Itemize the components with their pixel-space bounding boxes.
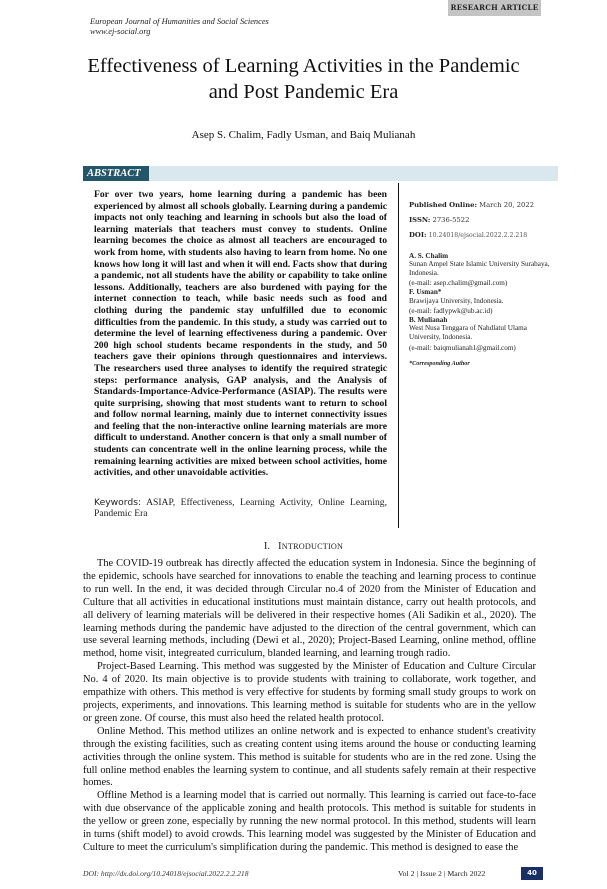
journal-url[interactable]: www.ej-social.org bbox=[90, 27, 151, 36]
abstract-label: ABSTRACT bbox=[83, 166, 149, 181]
section-heading-introduction bbox=[60, 540, 547, 553]
abstract-paragraph: For over two years, home learning during a pandemic has been experienced by almost all schools globally. Learning during a pandemic impacts not only teaching and learning in schools but also the load of learning materials that teachers must convey to students. Online learning becomes the choice as almost all teachers are encouraged to work from home, with students also having to learn from home. No one knows how long it will last and when it will end. Facts show that during a pandemic, not all students have the ability or capability to take online lessons. Additionally, teachers are also burdened with paying for the internet connection to teach, while basic needs such as food and clothing during the pandemic stay unfulfilled due to economic difficulties from the pandemic. In this study, a study was carried out to determine the level of learning effectiveness during a pandemic. Over 200 high school students became respondents in the study, and 50 teachers gave their opinions through questionnaires and interviews. The researchers used three analyses to identify the required strategic steps: performance analysis, GAP analysis, and the Analysis of Standards-Importance-Advice-Performance (ASIAP). The results were quite surprising, showing that most students want to return to school and follow normal learning, mainly due to internet connectivity issues and feeling that the non-interactive online learning materials are more difficult to understand. Another concern is that only a small number of students can concentrate well in the online learning process, while the remaining learning activities are mixed between school activities, home activities, and other unavoidable activities. bbox=[94, 189, 387, 479]
body-paragraph: Project-Based Learning. This method was suggested by the Minister of Education and Culture Circular No. 4 of 2020. Its main objective is to provide students with training to collaborate, work together, and empathize with others. This method is very effective for students by forming small study groups to work on projects, experiments, and innovations. This learning method is suitable for students who are in the yellow or green zone. Of course, this must also heed the related health protocol. bbox=[83, 661, 536, 724]
introduction-body bbox=[83, 558, 536, 855]
page-footer bbox=[0, 867, 607, 881]
title-line-1: Effectiveness of Learning Activities in the Pandemic bbox=[87, 55, 520, 77]
footer-doi[interactable]: DOI: http://dx.doi.org/10.24018/ejsocial.2022.2.2.218 bbox=[83, 868, 249, 878]
author-name: B. Mulianah bbox=[409, 315, 448, 324]
published-date: Published Online: March 20, 2022 bbox=[409, 201, 535, 209]
journal-header bbox=[90, 17, 269, 37]
author-email[interactable]: (e-mail: asep.chalim@gmail.com) bbox=[409, 279, 508, 288]
keywords-list: ASIAP, Effectiveness, Learning Activity, Online Learning, Pandemic Era bbox=[94, 496, 387, 520]
keywords-label: Keywords: bbox=[94, 496, 142, 508]
journal-name: European Journal of Humanities and Social Sciences bbox=[90, 17, 269, 26]
body-paragraph: Online Method. This method utilizes an online network and is expected to enhance student's creativity through the existing facilities, such as creating content using items around the house or conducting learning activities through the online system. This method is suitable for students who are in the red zone. Using the full online method enables the learning system to continue, and all students safely remain at their respective homes. bbox=[83, 725, 536, 789]
author-name: A. S. Chalim bbox=[409, 251, 449, 260]
article-type-badge: RESEARCH ARTICLE bbox=[448, 0, 541, 16]
author-affiliation: West Nusa Tenggara of Nahdlatul Ulama University, Indonesia. bbox=[409, 324, 527, 342]
corresponding-author-note: *Corresponding Author bbox=[409, 360, 470, 368]
author-list: Asep S. Chalim, Fadly Usman, and Baiq Mulianah bbox=[191, 129, 416, 141]
author-affiliation: Brawijaya University, Indonesia. bbox=[409, 296, 504, 305]
abstract-section bbox=[83, 183, 558, 528]
abstract-banner bbox=[83, 166, 558, 181]
footer-volume-info: Vol 2 | Issue 2 | March 2022 bbox=[398, 868, 486, 878]
article-info-sidebar bbox=[399, 183, 558, 528]
issn: ISSN: 2736-5522 bbox=[409, 216, 470, 225]
page-number: 40 bbox=[521, 867, 543, 880]
body-paragraph: Offline Method is a learning model that is carried out normally. This learning is carried out face-to-face with due observance of the applicable zoning and health protocols. This method is suitable for students in the yellow or green zone, especially by running the new normal protocol. In this method, students will learn in turns (shift model) to avoid crowds. This learning model was suggested by the Minister of Education and Culture to meet the curriculum's simplification during the pandemic. This method is designed to ease the bbox=[83, 790, 536, 853]
section-number: I. bbox=[263, 541, 271, 553]
body-paragraph: The COVID-19 outbreak has directly affected the education system in Indonesia. Since the beginning of the epidemic, schools have searched for innovations to enable the teaching and learning process to continue to run well. In the end, it was decided through Circular no.4 of 2020 from the Minister of Education and Culture that all activities in educational institutions must maintain distance, carry out health protocols, and all delivery of learning materials will be delivered in their respective homes (Ali Sadikin et al., 2020). The learning methods during the pandemic have adjusted to the direction of the central government, which can use several learning methods, including (Dewi et al., 2020); Project-Based Learning, online method, offline method, home visit, integreated curriculum, blanded learning, and learning trough radio. bbox=[83, 558, 536, 660]
keywords bbox=[94, 497, 387, 520]
abstract-text bbox=[94, 189, 387, 479]
page-header bbox=[0, 0, 607, 53]
author-name: F. Usman* bbox=[409, 288, 442, 297]
title-line-2: and Post Pandemic Era bbox=[208, 81, 399, 103]
author-email[interactable]: (e-mail: baiqmulianah1@gmail.com) bbox=[409, 343, 516, 352]
abstract-column bbox=[83, 183, 399, 528]
author-email[interactable]: (e-mail: fadlypwk@ub.ac.id) bbox=[409, 307, 493, 316]
author-info bbox=[409, 252, 558, 353]
section-title: INTRODUCTION bbox=[278, 541, 344, 553]
paper-title bbox=[60, 53, 547, 105]
doi: DOI: 10.24018/ejsocial.2022.2.2.218 bbox=[409, 231, 528, 240]
author-affiliation: Sunan Ampel State Islamic University Surabaya, Indonesia. bbox=[409, 260, 550, 277]
